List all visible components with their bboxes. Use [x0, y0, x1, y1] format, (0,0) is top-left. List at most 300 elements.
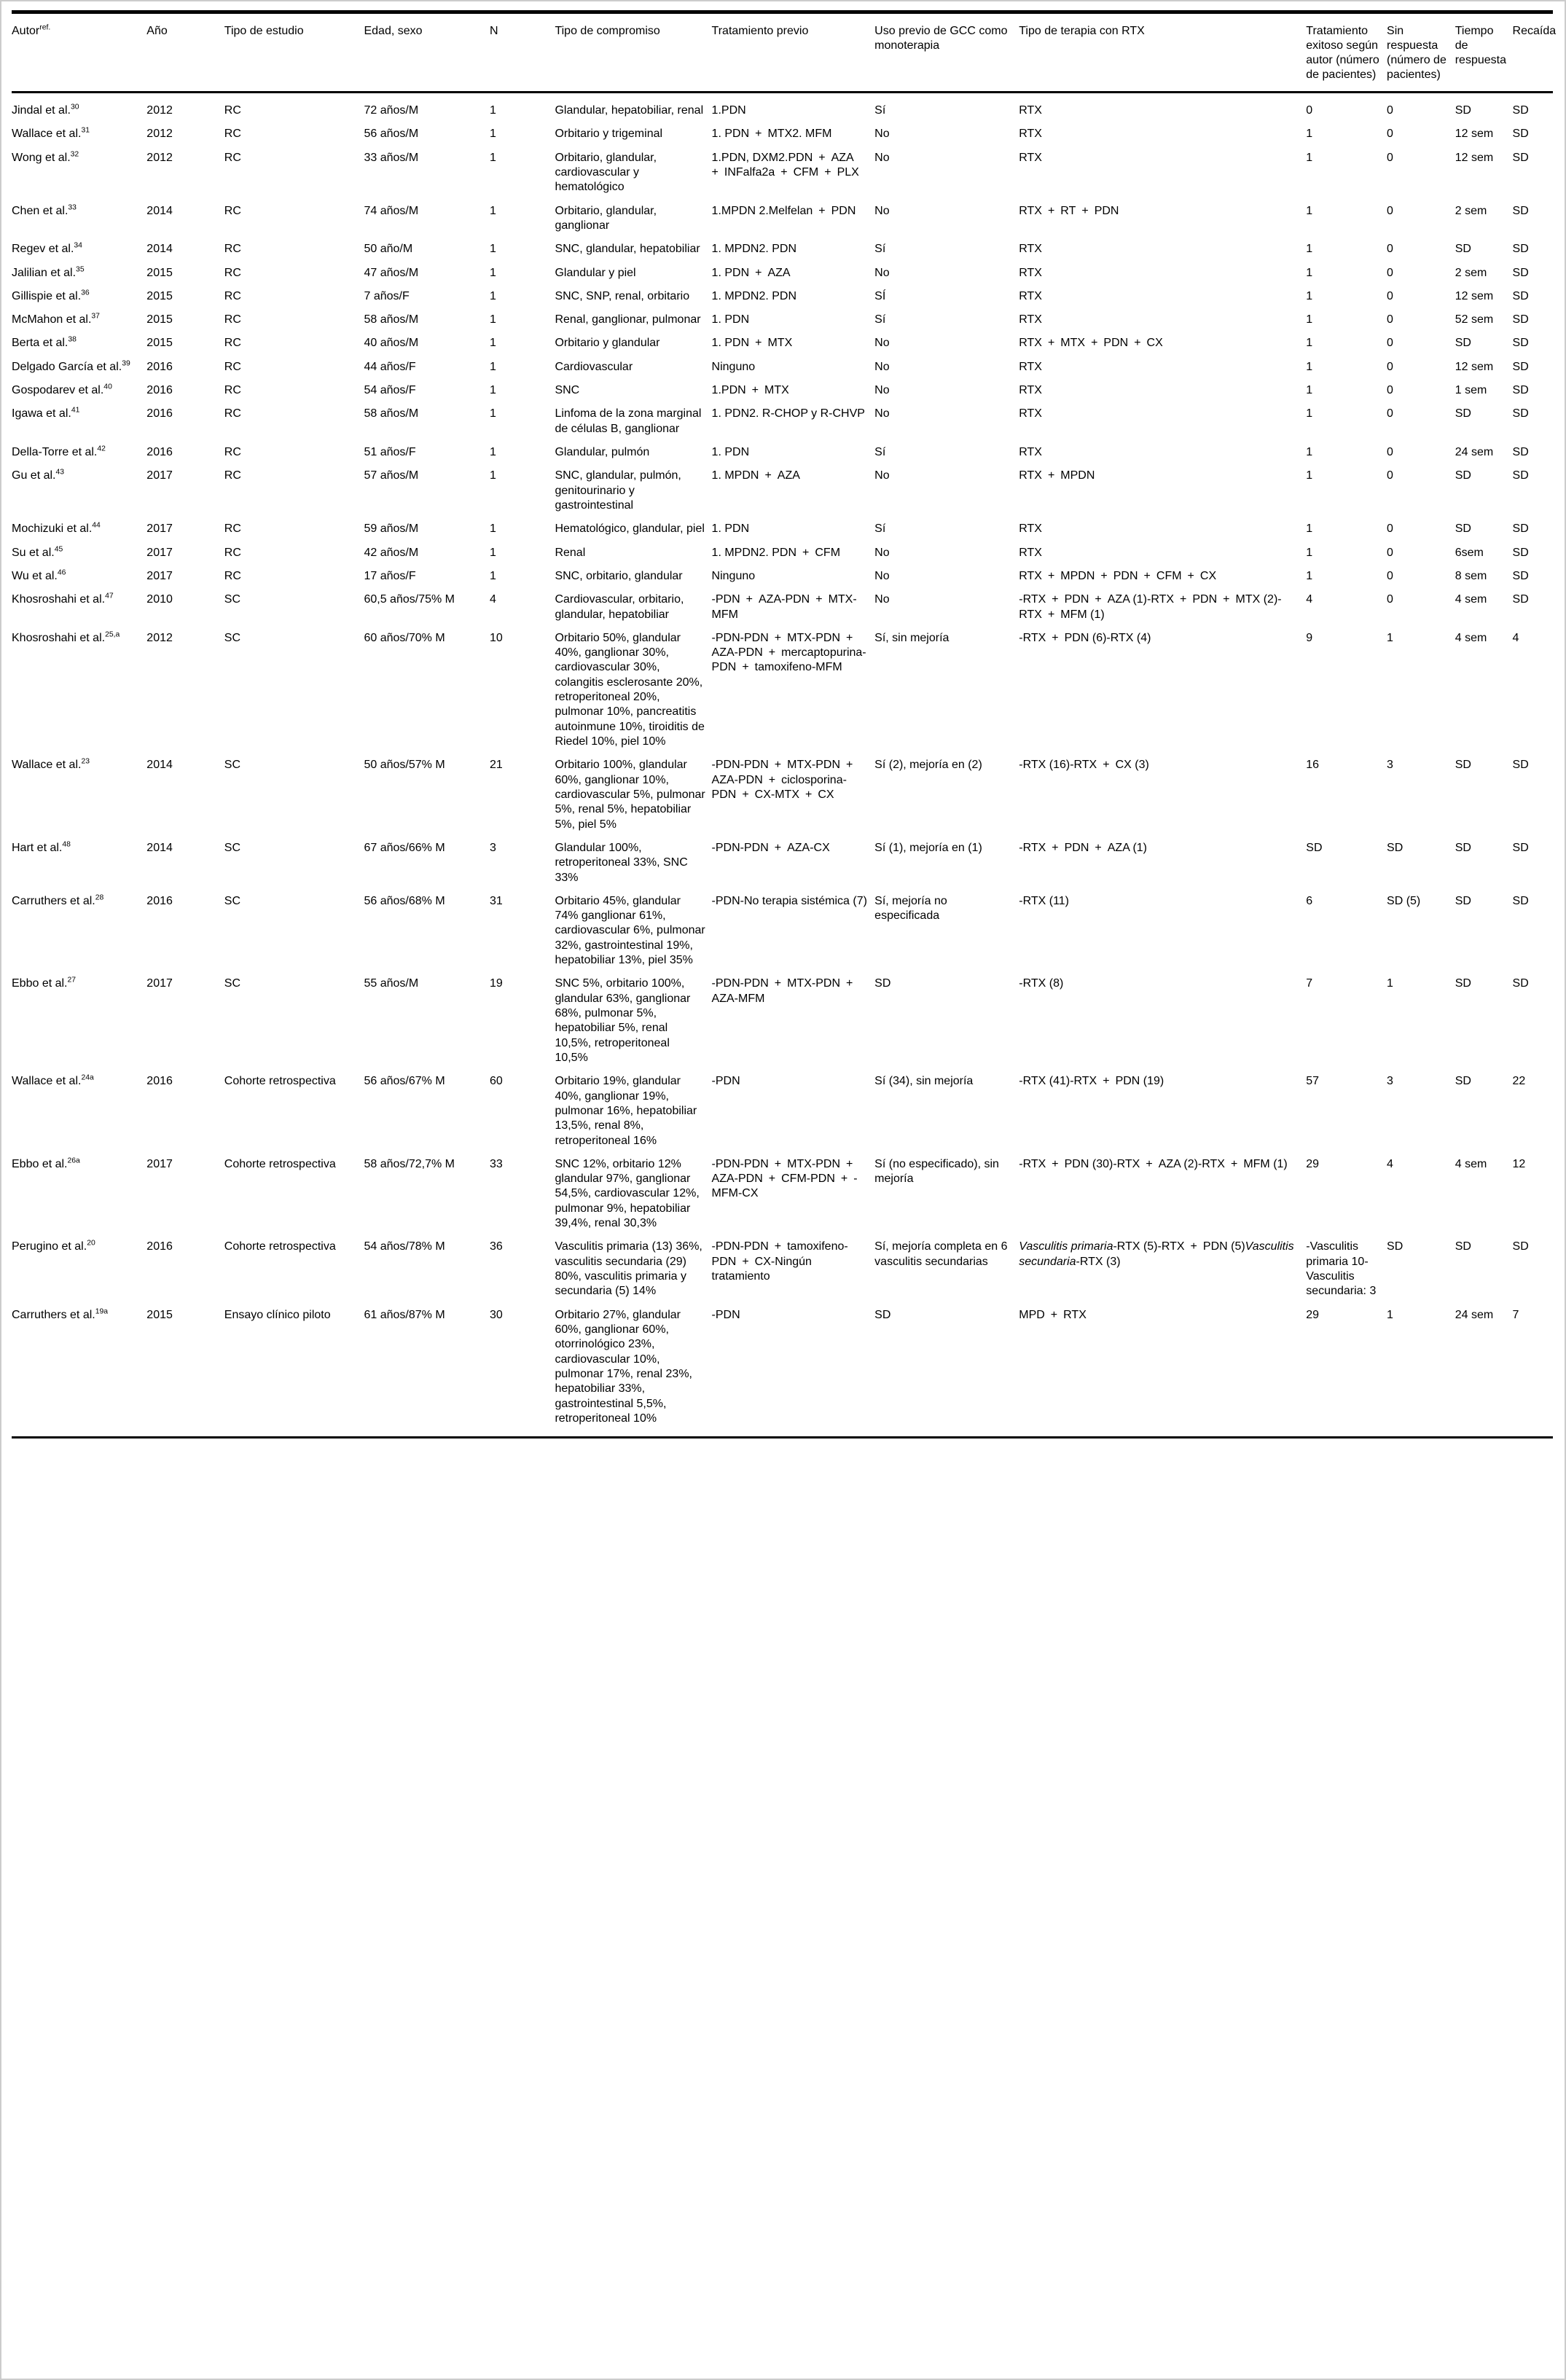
cell-uso-gcc: No	[874, 360, 890, 373]
cell-terapia-rtx: RTX	[1019, 384, 1042, 397]
cell-autor: Chen et al.$^{33}$	[12, 203, 77, 217]
cell-tiempo-respuesta: 8 sem	[1455, 569, 1487, 582]
column-header-autor: Autor$^{ref.}$	[12, 12, 146, 93]
cell-autor: Gu et al.$^{43}$	[12, 468, 65, 482]
cell-autor: Wallace et al.$^{31}$	[12, 126, 90, 141]
cell-tiempo-respuesta: SD	[1455, 1075, 1471, 1088]
cell-autor: Mochizuki et al.$^{44}$	[12, 521, 101, 536]
cell-autor: Regev et al.$^{34}$	[12, 241, 82, 256]
cell-recaida: SD	[1512, 522, 1529, 536]
cell-autor: Wallace et al.$^{24a}$	[12, 1073, 94, 1088]
cell-tipo-estudio: RC	[224, 313, 241, 326]
table-row	[12, 281, 1553, 305]
cell-tipo-estudio: SC	[224, 593, 241, 606]
cell-tipo-compromiso: Orbitario y glandular	[555, 337, 660, 350]
cell-edad-sexo: 7 años/F	[364, 289, 410, 302]
cell-terapia-rtx: RTX	[1019, 243, 1042, 256]
cell-edad-sexo: 60,5 años/75% M	[364, 593, 455, 606]
cell-tratamiento-previo: -PDN-PDN + MTX-PDN + AZA-PDN + mercaptopurina-PDN + tamoxifeno-MFM	[711, 631, 866, 674]
cell-tipo-compromiso: Orbitario, glandular, ganglionar	[555, 204, 657, 232]
cell-uso-gcc: Sí	[874, 446, 886, 458]
cell-recaida: SD	[1512, 894, 1529, 907]
cell-ano: 2017	[146, 1157, 173, 1170]
cell-uso-gcc: No	[874, 593, 890, 606]
cell-recaida: SD	[1512, 446, 1529, 458]
cell-tipo-compromiso: SNC	[555, 384, 580, 397]
cell-tratamiento-exitoso: 1	[1306, 469, 1313, 482]
cell-uso-gcc: No	[874, 407, 890, 420]
table-row	[12, 143, 1553, 196]
cell-terapia-rtx: RTX	[1019, 151, 1042, 164]
cell-n: 31	[489, 894, 503, 907]
cell-uso-gcc: SD	[874, 977, 891, 990]
cell-tratamiento-previo: Ninguno	[711, 569, 756, 582]
cell-uso-gcc: Sí, mejoría no especificada	[874, 894, 947, 923]
cell-tratamiento-exitoso: 1	[1306, 407, 1313, 420]
cell-tipo-compromiso: Renal	[555, 546, 586, 559]
cell-tratamiento-exitoso: 1	[1306, 546, 1313, 559]
table-row	[12, 437, 1553, 461]
cell-tratamiento-previo: 1. PDN + MTX	[711, 337, 793, 350]
cell-tipo-compromiso: Linfoma de la zona marginal de células B, ganglionar	[555, 407, 702, 435]
cell-n: 1	[489, 151, 496, 164]
cell-n: 1	[489, 104, 496, 117]
cell-terapia-rtx: RTX	[1019, 407, 1042, 420]
cell-sin-respuesta: SD (5)	[1387, 894, 1421, 907]
cell-tratamiento-exitoso: 1	[1306, 337, 1313, 350]
cell-ano: 2015	[146, 337, 173, 350]
cell-edad-sexo: 42 años/M	[364, 546, 419, 559]
cell-recaida: SD	[1512, 360, 1529, 373]
cell-tratamiento-exitoso: 1	[1306, 384, 1313, 397]
cell-recaida: SD	[1512, 1240, 1529, 1253]
cell-edad-sexo: 60 años/70% M	[364, 631, 445, 644]
cell-tipo-estudio: RC	[224, 151, 241, 164]
cell-uso-gcc: Sí (no especificado), sin mejoría	[874, 1157, 999, 1186]
cell-tratamiento-previo: 1. MPDN + AZA	[711, 469, 800, 482]
cell-ano: 2017	[146, 546, 173, 559]
cell-tratamiento-previo: -PDN	[711, 1075, 740, 1088]
cell-uso-gcc: Sí (34), sin mejoría	[874, 1075, 974, 1088]
cell-tiempo-respuesta: 24 sem	[1455, 1308, 1494, 1321]
cell-terapia-rtx: -RTX + PDN + AZA (1)	[1019, 841, 1147, 854]
cell-tratamiento-exitoso: 1	[1306, 204, 1313, 217]
cell-uso-gcc: Sí	[874, 243, 886, 256]
cell-autor: Khosroshahi et al.$^{47}$	[12, 592, 114, 606]
cell-terapia-rtx: -RTX (41)-RTX + PDN (19)	[1019, 1075, 1164, 1088]
cell-autor: McMahon et al.$^{37}$	[12, 312, 100, 326]
cell-n: 1	[489, 243, 496, 256]
cell-ano: 2012	[146, 151, 173, 164]
cell-terapia-rtx: -RTX (11)	[1019, 894, 1069, 907]
cell-n: 21	[489, 759, 503, 772]
table-row	[12, 833, 1553, 886]
cell-recaida: SD	[1512, 569, 1529, 582]
cell-recaida: SD	[1512, 243, 1529, 256]
column-header-edad-sexo: Edad, sexo	[364, 12, 490, 93]
cell-edad-sexo: 40 años/M	[364, 337, 419, 350]
cell-autor: Berta et al.$^{38}$	[12, 336, 77, 350]
cell-tratamiento-exitoso: 0	[1306, 104, 1313, 117]
cell-tiempo-respuesta: 12 sem	[1455, 360, 1494, 373]
cell-sin-respuesta: 0	[1387, 243, 1393, 256]
cell-tiempo-respuesta: SD	[1455, 977, 1471, 990]
cell-recaida: SD	[1512, 313, 1529, 326]
cell-tratamiento-exitoso: 1	[1306, 313, 1313, 326]
cell-ano: 2016	[146, 407, 173, 420]
cell-autor: Igawa et al.$^{41}$	[12, 407, 80, 420]
cell-tratamiento-exitoso: 1	[1306, 243, 1313, 256]
cell-tratamiento-previo: 1. PDN + AZA	[711, 266, 791, 279]
cell-tratamiento-previo: -PDN-PDN + MTX-PDN + AZA-PDN + CFM-PDN + -MFM-CX	[711, 1157, 859, 1200]
column-header-terapia-rtx: Tipo de terapia con RTX	[1019, 12, 1306, 93]
cell-tratamiento-previo: 1.MPDN 2.Melfelan + PDN	[711, 204, 856, 217]
cell-sin-respuesta: 4	[1387, 1157, 1393, 1170]
cell-tiempo-respuesta: 2 sem	[1455, 204, 1487, 217]
cell-sin-respuesta: 0	[1387, 128, 1393, 141]
cell-sin-respuesta: 0	[1387, 204, 1393, 217]
cell-tiempo-respuesta: SD	[1455, 337, 1471, 350]
column-header-tratamiento-exitoso: Tratamiento exitoso según autor (número de pacientes)	[1306, 12, 1387, 93]
cell-ano: 2010	[146, 593, 173, 606]
table-row	[12, 1066, 1553, 1149]
cell-tratamiento-previo: 1. MPDN2. PDN	[711, 243, 797, 256]
column-header-tiempo-respuesta: Tiempo de respuesta	[1455, 12, 1513, 93]
cell-n: 60	[489, 1075, 503, 1088]
cell-n: 1	[489, 522, 496, 536]
cell-autor: Perugino et al.$^{20}$	[12, 1240, 95, 1253]
cell-tipo-compromiso: Orbitario, glandular, cardiovascular y hematológico	[555, 151, 657, 194]
cell-tipo-compromiso: Glandular, hepatobiliar, renal	[555, 104, 704, 117]
cell-tiempo-respuesta: 12 sem	[1455, 151, 1494, 164]
cell-sin-respuesta: SD	[1387, 841, 1403, 854]
cell-edad-sexo: 56 años/M	[364, 128, 419, 141]
cell-tipo-compromiso: Glandular, pulmón	[555, 446, 650, 458]
cell-n: 1	[489, 128, 496, 141]
cell-tratamiento-exitoso: 57	[1306, 1075, 1320, 1088]
table-row	[12, 93, 1553, 120]
cell-uso-gcc: Sí	[874, 104, 886, 117]
cell-tiempo-respuesta: SD	[1455, 469, 1471, 482]
cell-sin-respuesta: 0	[1387, 337, 1393, 350]
cell-tipo-compromiso: Glandular 100%, retroperitoneal 33%, SNC 33%	[555, 841, 688, 884]
table-row	[12, 461, 1553, 514]
cell-autor: Delgado García et al.$^{39}$	[12, 359, 130, 373]
cell-tratamiento-previo: -PDN	[711, 1308, 740, 1321]
cell-edad-sexo: 56 años/67% M	[364, 1075, 445, 1088]
cell-n: 4	[489, 593, 496, 606]
cell-n: 1	[489, 546, 496, 559]
cell-recaida: SD	[1512, 289, 1529, 302]
cell-ano: 2014	[146, 841, 173, 854]
column-header-tratamiento-previo: Tratamiento previo	[712, 12, 875, 93]
cell-autor: Gillispie et al.$^{36}$	[12, 289, 90, 302]
cell-autor: Ebbo et al.$^{27}$	[12, 976, 77, 990]
table-row	[12, 1149, 1553, 1232]
cell-uso-gcc: No	[874, 337, 890, 350]
cell-tiempo-respuesta: SD	[1455, 407, 1471, 420]
table-body	[12, 93, 1553, 1438]
table-row	[12, 119, 1553, 142]
cell-tipo-compromiso: SNC, orbitario, glandular	[555, 569, 683, 582]
cell-tipo-compromiso: Glandular y piel	[555, 266, 636, 279]
cell-tratamiento-previo: 1. PDN	[711, 446, 750, 458]
cell-tipo-estudio: SC	[224, 977, 241, 990]
cell-n: 10	[489, 631, 503, 644]
cell-ano: 2017	[146, 977, 173, 990]
cell-tipo-compromiso: Orbitario 27%, glandular 60%, ganglionar 60%, otorrinológico 23%, cardiovascular 10%, pulmonar 17%, renal 23%, hepatobiliar 33%, gastrointestinal 5,5%, retroperitoneal 10%	[555, 1308, 692, 1425]
cell-tiempo-respuesta: SD	[1455, 759, 1471, 772]
cell-sin-respuesta: 0	[1387, 407, 1393, 420]
cell-tratamiento-previo: Ninguno	[711, 360, 756, 373]
cell-autor: Ebbo et al.$^{26a}$	[12, 1156, 80, 1170]
cell-recaida: SD	[1512, 384, 1529, 397]
column-header-tipo-compromiso: Tipo de compromiso	[555, 12, 711, 93]
cell-ano: 2017	[146, 522, 173, 536]
column-header-uso-gcc: Uso previo de GCC como monoterapia	[874, 12, 1019, 93]
cell-edad-sexo: 67 años/66% M	[364, 841, 445, 854]
cell-ano: 2016	[146, 1075, 173, 1088]
cell-tiempo-respuesta: SD	[1455, 1240, 1471, 1253]
cell-sin-respuesta: 3	[1387, 1075, 1393, 1088]
cell-sin-respuesta: 0	[1387, 289, 1393, 302]
cell-uso-gcc: No	[874, 204, 890, 217]
cell-n: 1	[489, 569, 496, 582]
cell-terapia-rtx: RTX	[1019, 522, 1042, 536]
cell-recaida: SD	[1512, 204, 1529, 217]
cell-tratamiento-exitoso: 29	[1306, 1157, 1320, 1170]
cell-terapia-rtx: RTX + MPDN + PDN + CFM + CX	[1019, 569, 1217, 582]
cell-terapia-rtx: -RTX (8)	[1019, 977, 1064, 990]
cell-edad-sexo: 51 años/F	[364, 446, 416, 458]
cell-tratamiento-previo: -PDN-No terapia sistémica (7)	[711, 894, 867, 907]
cell-terapia-rtx: RTX	[1019, 446, 1042, 458]
cell-sin-respuesta: SD	[1387, 1240, 1403, 1253]
cell-ano: 2014	[146, 759, 173, 772]
cell-tiempo-respuesta: SD	[1455, 243, 1471, 256]
cell-n: 1	[489, 337, 496, 350]
cell-sin-respuesta: 3	[1387, 759, 1393, 772]
cell-ano: 2016	[146, 384, 173, 397]
cell-n: 1	[489, 407, 496, 420]
cell-tratamiento-exitoso: 1	[1306, 446, 1313, 458]
cell-uso-gcc: No	[874, 569, 890, 582]
cell-tipo-compromiso: SNC 12%, orbitario 12% glandular 97%, ganglionar 54,5%, cardiovascular 12%, pulmonar 9%, hepatobiliar 39,4%, renal 30,3%	[555, 1157, 700, 1230]
cell-n: 33	[489, 1157, 503, 1170]
cell-edad-sexo: 58 años/M	[364, 407, 419, 420]
cell-terapia-rtx: MPD + RTX	[1019, 1308, 1087, 1321]
cell-tipo-estudio: RC	[224, 546, 241, 559]
cell-ano: 2015	[146, 289, 173, 302]
cell-terapia-rtx: RTX	[1019, 289, 1042, 302]
table-row	[12, 328, 1553, 351]
cell-recaida: SD	[1512, 977, 1529, 990]
cell-edad-sexo: 55 años/M	[364, 977, 419, 990]
cell-recaida: SD	[1512, 266, 1529, 279]
cell-edad-sexo: 56 años/68% M	[364, 894, 445, 907]
cell-terapia-rtx: RTX	[1019, 128, 1042, 141]
cell-terapia-rtx: -RTX + PDN + AZA (1)-RTX + PDN + MTX (2)-RTX + MFM (1)	[1019, 593, 1282, 621]
cell-tratamiento-previo: 1. PDN + MTX2. MFM	[711, 128, 832, 141]
table-row	[12, 886, 1553, 969]
cell-tratamiento-exitoso: 7	[1306, 977, 1313, 990]
cell-recaida: SD	[1512, 407, 1529, 420]
cell-sin-respuesta: 1	[1387, 631, 1393, 644]
cell-uso-gcc: No	[874, 384, 890, 397]
cell-n: 1	[489, 289, 496, 302]
cell-recaida: SD	[1512, 841, 1529, 854]
table-row	[12, 538, 1553, 561]
cell-tipo-compromiso: Orbitario 19%, glandular 40%, ganglionar 19%, pulmonar 16%, hepatobiliar 13,5%, renal 8%, retroperitoneal 16%	[555, 1075, 697, 1147]
table-row	[12, 352, 1553, 375]
cell-tipo-compromiso: Orbitario 45%, glandular 74% ganglionar 61%, cardiovascular 6%, pulmonar 32%, gastrointestinal 19%, hepatobiliar 13%, piel 35%	[555, 894, 705, 967]
cell-tipo-estudio: Cohorte retrospectiva	[224, 1075, 336, 1088]
cell-uso-gcc: Sí (2), mejoría en (2)	[874, 759, 982, 772]
cell-tipo-compromiso: SNC 5%, orbitario 100%, glandular 63%, ganglionar 68%, pulmonar 5%, hepatobiliar 5%, renal 10,5%, retroperitoneal 10,5%	[555, 977, 691, 1064]
cell-tiempo-respuesta: 24 sem	[1455, 446, 1494, 458]
cell-n: 1	[489, 446, 496, 458]
table-row	[12, 623, 1553, 751]
cell-sin-respuesta: 1	[1387, 977, 1393, 990]
column-header-recaida: Recaída	[1513, 12, 1553, 93]
cell-sin-respuesta: 0	[1387, 151, 1393, 164]
cell-n: 30	[489, 1308, 503, 1321]
cell-tratamiento-previo: -PDN + AZA-PDN + MTX-MFM	[711, 593, 857, 621]
cell-edad-sexo: 57 años/M	[364, 469, 419, 482]
cell-tratamiento-previo: 1.PDN	[711, 104, 746, 117]
cell-tipo-estudio: RC	[224, 522, 241, 536]
cell-sin-respuesta: 0	[1387, 360, 1393, 373]
cell-ano: 2016	[146, 894, 173, 907]
cell-tratamiento-exitoso: 6	[1306, 894, 1313, 907]
cell-tipo-compromiso: SNC, glandular, hepatobiliar	[555, 243, 700, 256]
cell-ano: 2016	[146, 1240, 173, 1253]
cell-recaida: SD	[1512, 128, 1529, 141]
table-row	[12, 968, 1553, 1066]
cell-tipo-estudio: RC	[224, 384, 241, 397]
cell-autor: Su et al.$^{45}$	[12, 545, 63, 559]
cell-terapia-rtx: RTX	[1019, 546, 1042, 559]
cell-tipo-estudio: SC	[224, 841, 241, 854]
cell-n: 1	[489, 204, 496, 217]
cell-tipo-estudio: RC	[224, 104, 241, 117]
cell-tipo-estudio: RC	[224, 289, 241, 302]
cell-tratamiento-previo: -PDN-PDN + tamoxifeno-PDN + CX-Ningún tratamiento	[711, 1240, 848, 1283]
cell-tipo-estudio: RC	[224, 243, 241, 256]
cell-tratamiento-previo: 1. MPDN2. PDN	[711, 289, 797, 302]
table-row	[12, 1232, 1553, 1299]
cell-tipo-estudio: SC	[224, 894, 241, 907]
cell-recaida: 12	[1512, 1157, 1526, 1170]
cell-tratamiento-exitoso: 1	[1306, 522, 1313, 536]
cell-ano: 2012	[146, 631, 173, 644]
cell-recaida: SD	[1512, 546, 1529, 559]
cell-n: 19	[489, 977, 503, 990]
table-row	[12, 196, 1553, 235]
cell-sin-respuesta: 0	[1387, 522, 1393, 536]
cell-autor: Gospodarev et al.$^{40}$	[12, 383, 112, 397]
cell-autor: Wong et al.$^{32}$	[12, 150, 79, 164]
cell-terapia-rtx: RTX + MTX + PDN + CX	[1019, 337, 1163, 350]
cell-tiempo-respuesta: 2 sem	[1455, 266, 1487, 279]
cell-uso-gcc: No	[874, 469, 890, 482]
table-row	[12, 561, 1553, 584]
cell-terapia-rtx: RTX	[1019, 360, 1042, 373]
cell-uso-gcc: SD	[874, 1308, 891, 1321]
cell-tipo-compromiso: SNC, glandular, pulmón, genitourinario y gastrointestinal	[555, 469, 681, 512]
cell-edad-sexo: 50 año/M	[364, 243, 413, 256]
cell-edad-sexo: 72 años/M	[364, 104, 419, 117]
cell-tipo-estudio: Cohorte retrospectiva	[224, 1157, 336, 1170]
table-row	[12, 1300, 1553, 1438]
cell-uso-gcc: No	[874, 128, 890, 141]
cell-tratamiento-exitoso: 1	[1306, 266, 1313, 279]
cell-terapia-rtx: -RTX + PDN (30)-RTX + AZA (2)-RTX + MFM (1)	[1019, 1157, 1288, 1170]
cell-tipo-estudio: RC	[224, 204, 241, 217]
cell-uso-gcc: No	[874, 151, 890, 164]
cell-tipo-estudio: RC	[224, 337, 241, 350]
cell-recaida: SD	[1512, 151, 1529, 164]
cell-tratamiento-previo: -PDN-PDN + MTX-PDN + AZA-MFM	[711, 977, 859, 1005]
cell-tratamiento-exitoso: SD	[1306, 841, 1323, 854]
cell-autor: Jindal et al.$^{30}$	[12, 103, 79, 117]
cell-autor: Jalilian et al.$^{35}$	[12, 265, 85, 279]
cell-tipo-estudio: Ensayo clínico piloto	[224, 1308, 331, 1321]
cell-tratamiento-exitoso: 1	[1306, 151, 1313, 164]
cell-sin-respuesta: 0	[1387, 384, 1393, 397]
cell-tratamiento-exitoso: 4	[1306, 593, 1313, 606]
cell-tratamiento-exitoso: 1	[1306, 289, 1313, 302]
column-header-tipo-estudio: Tipo de estudio	[224, 12, 364, 93]
cell-autor: Carruthers et al.$^{19a}$	[12, 1307, 109, 1321]
table-row	[12, 514, 1553, 537]
cell-tratamiento-exitoso: 9	[1306, 631, 1313, 644]
table-row	[12, 375, 1553, 399]
cell-ano: 2012	[146, 128, 173, 141]
cell-autor: Khosroshahi et al.$^{25,a}$	[12, 630, 120, 644]
cell-tratamiento-previo: 1. MPDN2. PDN + CFM	[711, 546, 841, 559]
cell-tratamiento-previo: 1.PDN, DXM2.PDN + AZA + INFalfa2a + CFM + PLX	[711, 151, 860, 179]
cell-tipo-compromiso: Vasculitis primaria (13) 36%, vasculitis secundaria (29) 80%, vasculitis primaria y secundaria (5) 14%	[555, 1240, 702, 1298]
cell-sin-respuesta: 0	[1387, 266, 1393, 279]
cell-tratamiento-previo: 1. PDN2. R-CHOP y R-CHVP	[711, 407, 865, 420]
cell-n: 1	[489, 313, 496, 326]
cell-edad-sexo: 54 años/F	[364, 384, 416, 397]
cell-tratamiento-exitoso: 1	[1306, 128, 1313, 141]
cell-recaida: SD	[1512, 469, 1529, 482]
cell-tiempo-respuesta: 4 sem	[1455, 631, 1487, 644]
cell-tipo-estudio: RC	[224, 407, 241, 420]
cell-n: 1	[489, 266, 496, 279]
cell-uso-gcc: SÍ	[874, 289, 886, 302]
cell-tiempo-respuesta: SD	[1455, 841, 1471, 854]
cell-tiempo-respuesta: SD	[1455, 894, 1471, 907]
cell-n: 36	[489, 1240, 503, 1253]
cell-tipo-estudio: RC	[224, 569, 241, 582]
study-table	[12, 10, 1557, 1438]
table-row	[12, 399, 1553, 437]
cell-terapia-rtx: -RTX (16)-RTX + CX (3)	[1019, 759, 1149, 772]
cell-sin-respuesta: 0	[1387, 593, 1393, 606]
cell-n: 1	[489, 469, 496, 482]
cell-tipo-compromiso: Hematológico, glandular, piel	[555, 522, 705, 536]
cell-tipo-estudio: RC	[224, 360, 241, 373]
cell-edad-sexo: 17 años/F	[364, 569, 416, 582]
cell-tratamiento-previo: 1. PDN	[711, 522, 750, 536]
cell-edad-sexo: 58 años/72,7% M	[364, 1157, 455, 1170]
cell-tiempo-respuesta: 4 sem	[1455, 1157, 1487, 1170]
cell-tratamiento-exitoso: 16	[1306, 759, 1320, 772]
